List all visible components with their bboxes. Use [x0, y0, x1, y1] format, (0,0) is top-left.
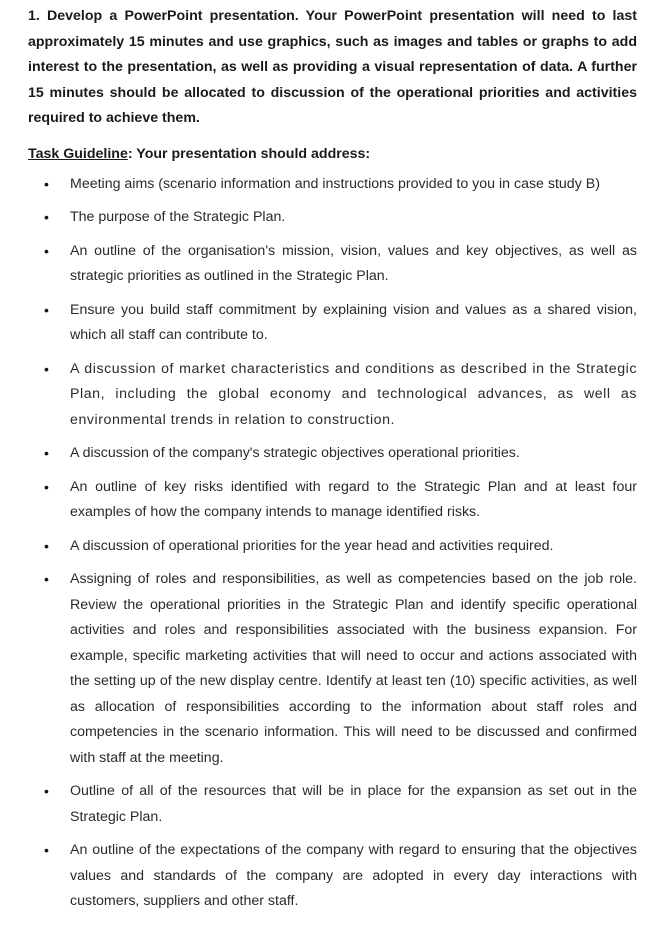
bullet-item-meeting-aims [28, 172, 637, 198]
bullet-text: An outline of the expectations of the company with regard to ensuring that the objectives values and standards of the company are adopted in every day interactions with customers, suppliers and other staff. [70, 842, 637, 910]
bullet-text: An outline of the organisation's mission, vision, values and key objectives, as well as strategic priorities as outlined in the Strategic Plan. [70, 242, 637, 285]
bullet-text: A discussion of the company's strategic objectives operational priorities. [70, 445, 520, 462]
bullet-icon: • [44, 209, 49, 226]
bullet-item-key-risks [28, 475, 637, 526]
bullet-text: Assigning of roles and responsibilities, as well as competencies based on the job role. Review the operational priorities in the Strategic Plan and identify specific operational activities and roles and responsibilities associated with the business expansion. For example, specific marketing activities that will need to occur and actions associated with the setting up of the new display centre. Identify at least ten (10) specific activities, as well as allocation of responsibilities according to the information about staff roles and competencies in the scenario information. This will need to be discussed and confirmed with staff at the meeting. [70, 571, 637, 766]
guideline-bullet-list [28, 172, 637, 915]
bullet-text: Outline of all of the resources that will be in place for the expansion as set out in the Strategic Plan. [70, 783, 637, 825]
bullet-icon: • [44, 842, 49, 859]
task-guideline-heading [28, 142, 637, 166]
bullet-text: A discussion of operational priorities for the year head and activities required. [70, 537, 554, 554]
bullet-item-strategic-objectives [28, 441, 637, 467]
bullet-icon: • [44, 301, 49, 318]
bullet-icon: • [44, 445, 49, 462]
bullet-text: The purpose of the Strategic Plan. [70, 209, 286, 226]
bullet-text: Meeting aims (scenario information and instructions provided to you in case study B) [70, 175, 600, 192]
bullet-icon: • [44, 478, 49, 495]
task-intro-paragraph: 1. Develop a PowerPoint presentation. Your PowerPoint presentation will need to last approximately 15 minutes and use graphics, such as images and tables or graphs to add interest to the presentation, as well as providing a visual representation of data. A further 15 minutes should be allocated to discussion of the operational priorities and activities required to achieve them. [28, 8, 637, 127]
bullet-icon: • [44, 571, 49, 588]
bullet-item-operational-priorities [28, 534, 637, 560]
bullet-item-staff-commitment [28, 298, 637, 349]
bullet-text: An outline of key risks identified with regard to the Strategic Plan and at least four examples of how the company intends to manage identified risks. [70, 478, 637, 521]
bullet-text: A discussion of market characteristics and conditions as described in the Strategic Plan, including the global economy and technological advances, as well as environmental trends in relation to construction. [70, 360, 637, 428]
bullet-item-resources [28, 779, 637, 830]
bullet-item-mission-vision [28, 239, 637, 290]
task-guideline-rest: : Your presentation should address: [127, 145, 371, 162]
bullet-item-market-characteristics [28, 357, 637, 434]
bullet-item-purpose [28, 205, 637, 231]
bullet-item-roles-responsibilities [28, 567, 637, 771]
bullet-icon: • [44, 175, 49, 192]
bullet-text: Ensure you build staff commitment by explaining vision and values as a shared vision, which all staff can contribute to. [70, 301, 637, 344]
bullet-icon: • [44, 242, 49, 259]
bullet-icon: • [44, 360, 50, 377]
task-guideline-label: Task Guideline [28, 145, 128, 162]
bullet-icon: • [44, 783, 49, 800]
bullet-icon: • [44, 537, 49, 554]
bullet-item-expectations [28, 838, 637, 915]
